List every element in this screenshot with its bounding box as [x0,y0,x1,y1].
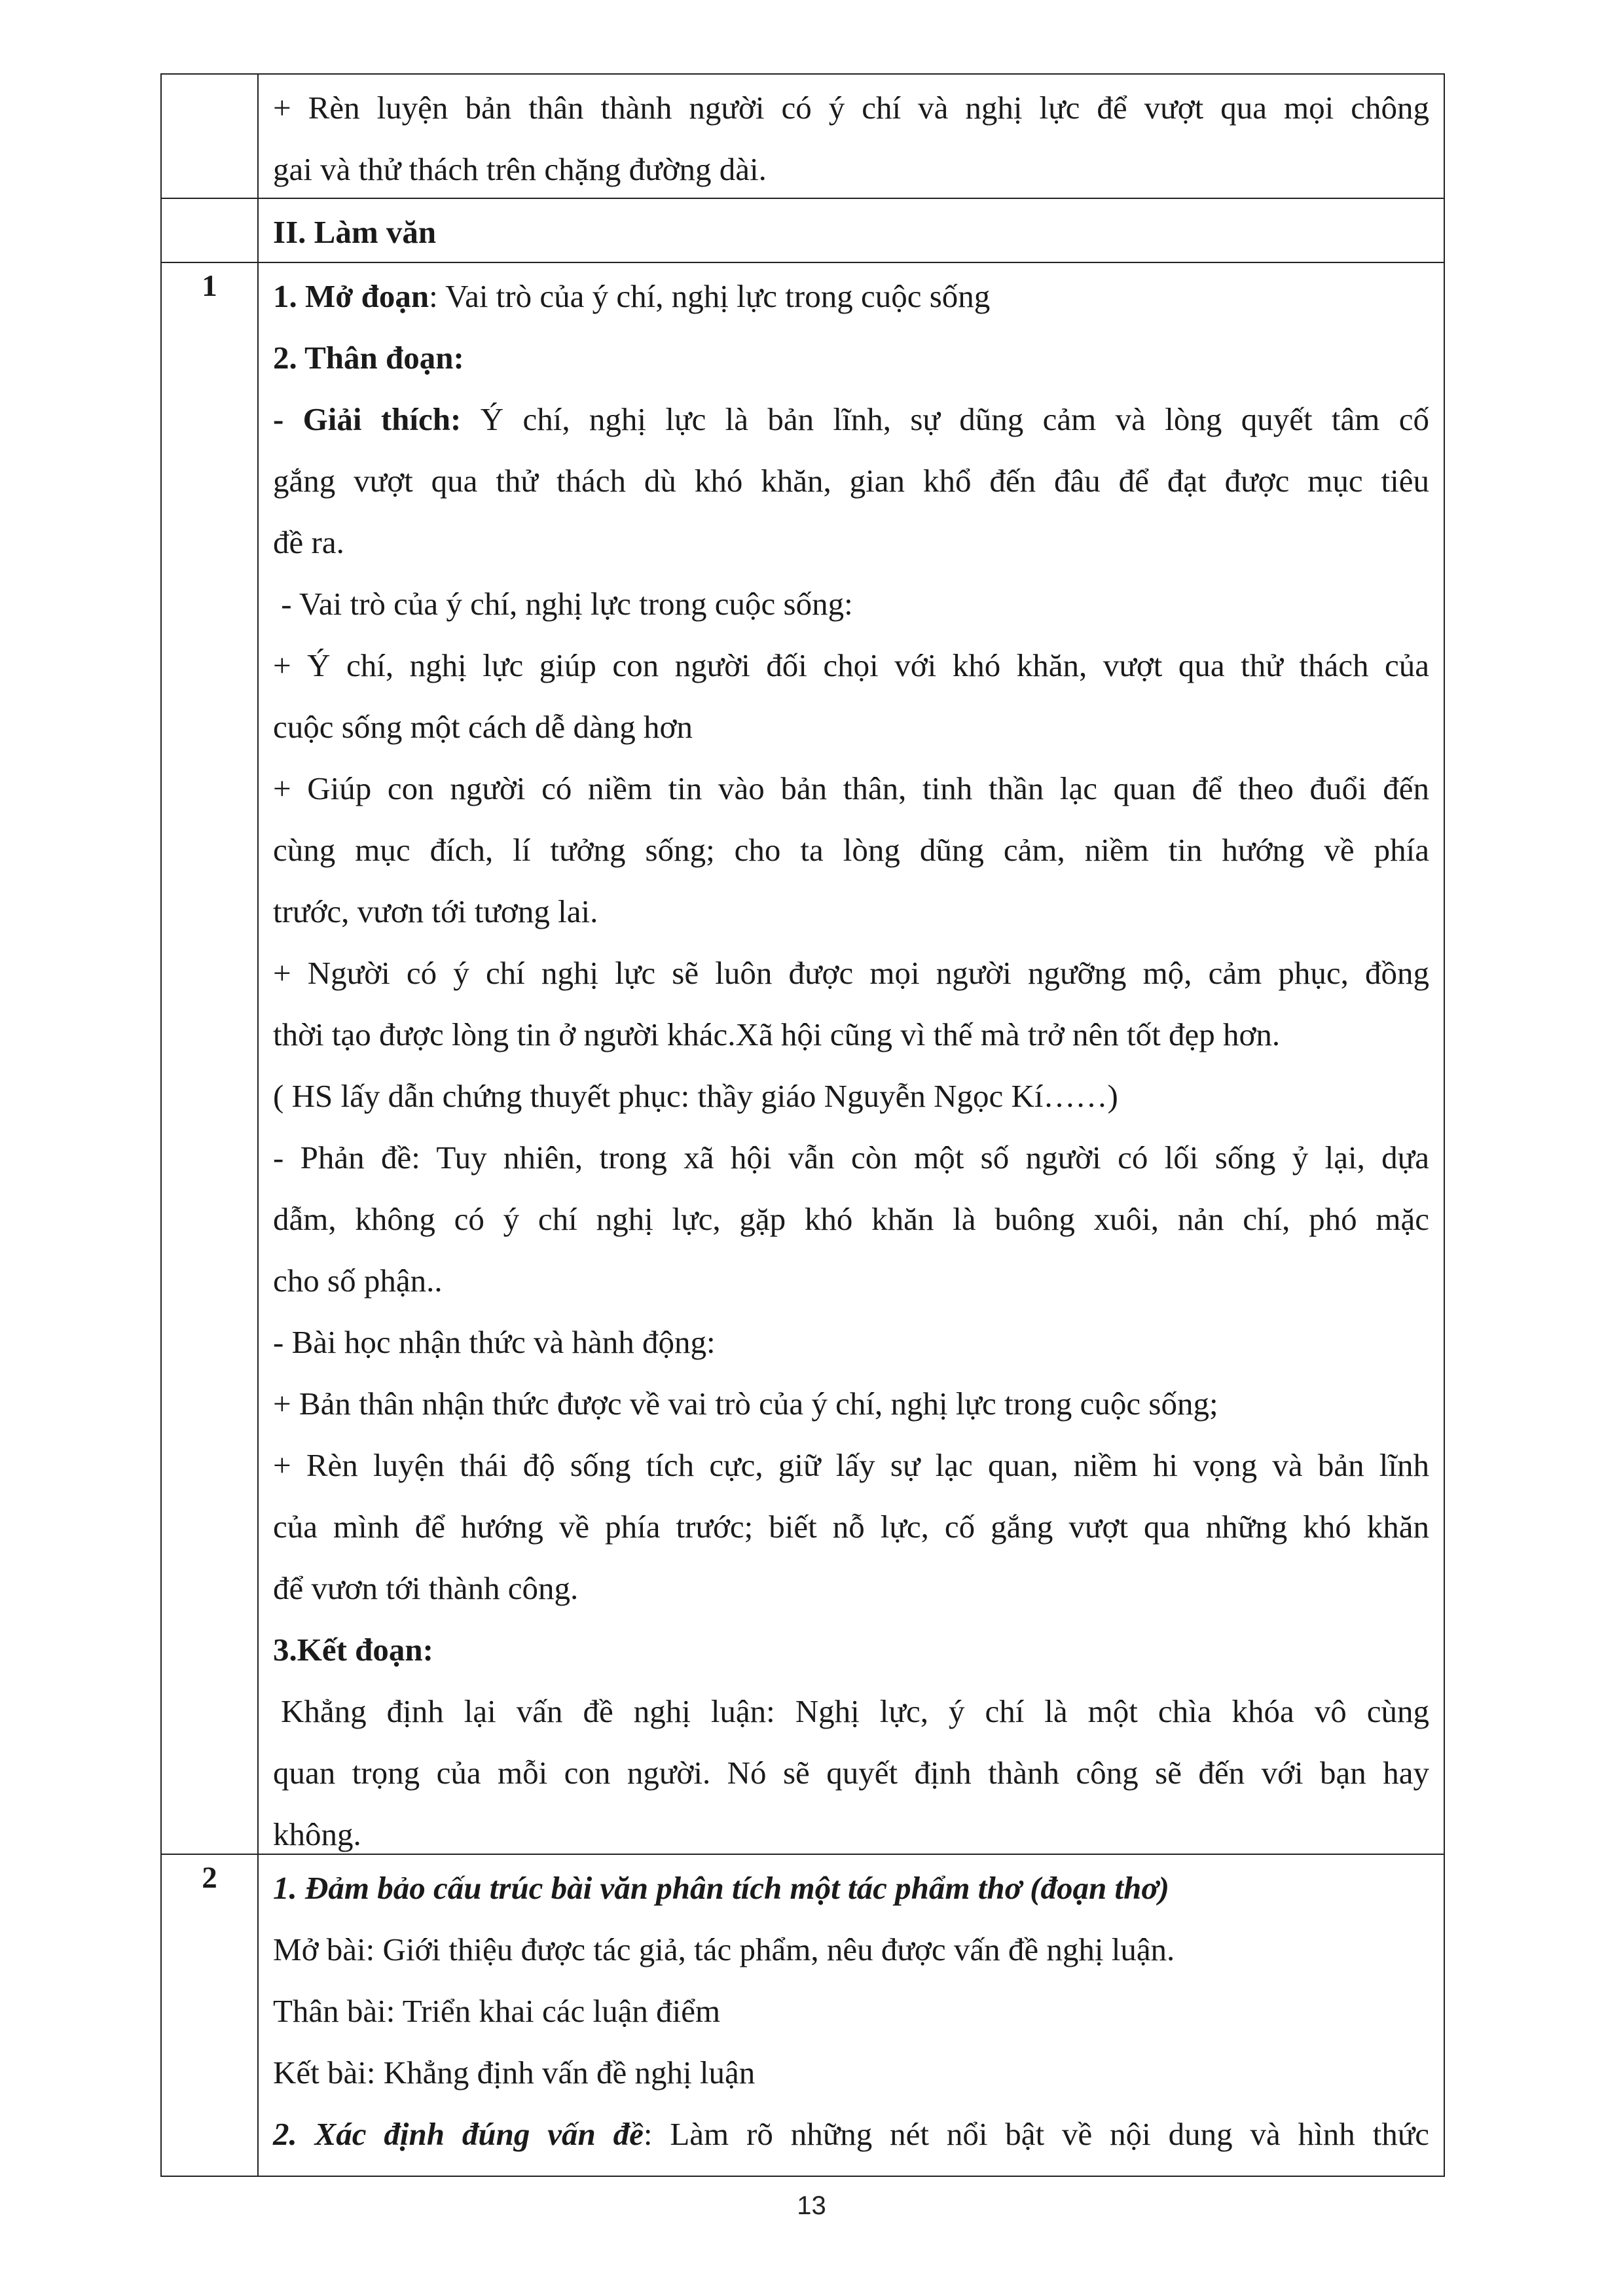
answer-table [160,73,1445,2177]
text-line: của mình để hướng về phía trước; biết nỗ lực, cố gắng vượt qua những khó khăn [273,1509,1429,1545]
text-line [273,266,1429,327]
text-line: gai và thử thách trên chặng đường dài. [273,151,767,187]
text-line: - Bài học nhận thức và hành động: [273,1324,716,1360]
ket-doan-label: 3.Kết đoạn: [273,1632,433,1668]
mo-doan-label: 1. Mở đoạn [273,278,429,314]
section-heading: II. Làm văn [273,214,437,250]
text-line: gắng vượt qua thử thách dù khó khăn, gian khổ đến đâu để đạt được mục tiêu [273,463,1429,499]
text-line: cùng mục đích, lí tưởng sống; cho ta lòng dũng cảm, niềm tin hướng về phía [273,832,1429,868]
text-line: + Rèn luyện thái độ sống tích cực, giữ lấy sự lạc quan, niềm hi vọng và bản lĩnh [273,1447,1429,1483]
text-line: cho số phận.. [273,1263,443,1299]
xac-dinh-label: 2. Xác định đúng vấn đề [273,2116,644,2152]
table-row [162,263,1444,1855]
row-content [259,75,1444,198]
text-line: Khẳng định lại vấn đề nghị luận: Nghị lực, ý chí là một chìa khóa vô cùng [281,1693,1429,1729]
text-line: dẫm, không có ý chí nghị lực, gặp khó khăn là buông xuôi, nản chí, phó mặc [273,1201,1429,1237]
text-line: - Phản đề: Tuy nhiên, trong xã hội vẫn còn một số người có lối sống ỷ lại, dựa [273,1139,1429,1175]
text-line: + Bản thân nhận thức được về vai trò của ý chí, nghị lực trong cuộc sống; [273,1386,1218,1422]
giai-thich-text: Ý chí, nghị lực là bản lĩnh, sự dũng cảm và lòng quyết tâm cố [461,401,1429,437]
page-number: 13 [797,2191,826,2220]
text-line: - Vai trò của ý chí, nghị lực trong cuộc sống: [273,586,853,622]
row-content [259,263,1444,1854]
text-line: Thân bài: Triển khai các luận điểm [273,1993,721,2029]
text-line: trước, vươn tới tương lai. [273,893,598,929]
text-line [273,389,1429,450]
text-line: + Người có ý chí nghị lực sẽ luôn được mọi người ngưỡng mộ, cảm phục, đồng [273,955,1429,991]
row-number: 1 [162,263,259,1854]
row-content [259,199,1444,262]
text-line: + Rèn luyện bản thân thành người có ý chí và nghị lực để vượt qua mọi chông [273,90,1429,126]
text-line: thời tạo được lòng tin ở người khác.Xã hội cũng vì thế mà trở nên tốt đẹp hơn. [273,1016,1281,1052]
table-row [162,75,1444,199]
than-doan-label: 2. Thân đoạn: [273,340,464,376]
text-line: đề ra. [273,524,344,560]
table-row [162,1855,1444,2176]
text-line: + Giúp con người có niềm tin vào bản thân, tinh thần lạc quan để theo đuổi đến [273,770,1429,806]
table-row [162,199,1444,263]
text-line: cuộc sống một cách dễ dàng hơn [273,709,693,745]
text-line: + Ý chí, nghị lực giúp con người đối chọi với khó khăn, vượt qua thử thách của [273,647,1429,683]
text-line: Kết bài: Khẳng định vấn đề nghị luận [273,2054,756,2090]
row-number: 2 [162,1855,259,2176]
row-number [162,75,259,198]
text-line: Mở bài: Giới thiệu được tác giả, tác phẩm, nêu được vấn đề nghị luận. [273,1931,1175,1967]
row-number [162,199,259,262]
xac-dinh-text: : Làm rõ những nét nổi bật về nội dung và hình thức [643,2116,1429,2152]
structure-title: 1. Đảm bảo cấu trúc bài văn phân tích một tác phẩm thơ (đoạn thơ) [273,1870,1169,1906]
text-line: quan trọng của mỗi con người. Nó sẽ quyết định thành công sẽ đến với bạn hay [273,1755,1429,1791]
mo-doan-text: : Vai trò của ý chí, nghị lực trong cuộc sống [429,278,991,314]
text-line: không. [273,1816,361,1852]
text-line [273,2104,1429,2165]
giai-thich-label: - Giải thích: [273,401,462,437]
row-content [259,1855,1444,2176]
text-line: ( HS lấy dẫn chứng thuyết phục: thầy giáo Nguyễn Ngọc Kí……) [273,1078,1118,1114]
text-line: để vươn tới thành công. [273,1570,579,1606]
